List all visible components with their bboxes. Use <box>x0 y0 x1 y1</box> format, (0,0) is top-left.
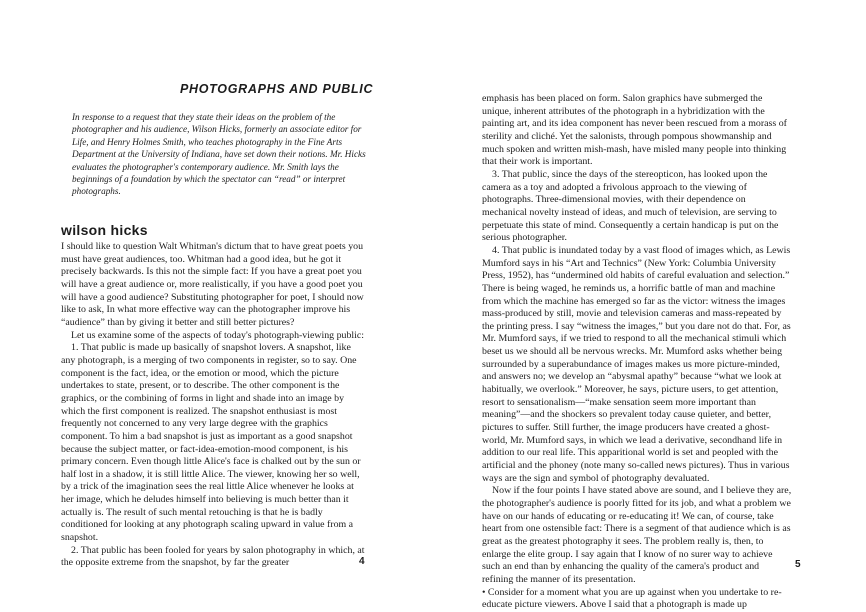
body-paragraph: Now if the four points I have stated above are sound, and I believe they are, the photographer's audience is poorly fitted for its job, and what a problem we have on our hands of educating or re-educating it! We can, of course, take heart from one ostensible fact: There is a segment of that audience which is as great as the greatest photography it sees. The problem really is, then, to enlarge the elite group. I say again that I know of no surer way to achieve such an end than by enhancing the quality of the camera's product and refining the manner of its presentation. <box>482 485 792 585</box>
right-page <box>433 0 866 611</box>
body-paragraph: emphasis has been placed on form. Salon graphics have submerged the unique, inherent attributes of the photograph in a hybridization with the painting art, and its idea component has never been rescued from a morass of sterility and cliché. Yet the salonists, through pompous showmanship and much spoken and written mish-mash, have misled many people into thinking that their work is important. <box>482 93 787 168</box>
left-page <box>0 0 433 600</box>
intro-paragraph: In response to a request that they state their ideas on the problem of the photographer and his audience, Wilson Hicks, formerly an associate editor for Life, and Henry Holmes Smith, who teaches photography in the Fine Arts Department at the University of Indiana, have set down their notions. Mr. Hicks evaluates the photographer's contemporary audience. Mr. Smith lays the beginnings of a foundation by which the spectator can “read” or interpret photographs. <box>72 112 366 197</box>
body-paragraph: • Consider for a moment what you are up against when you undertake to re-educate picture viewers. Above I said that a photograph is made up <box>482 586 782 611</box>
left-body-text <box>61 241 366 570</box>
body-paragraph: Let us examine some of the aspects of today's photograph-viewing public: <box>71 329 365 341</box>
body-paragraph: I should like to question Walt Whitman's dictum that to have great poets you must have great audiences, too. Whitman had a good idea, but he got it precisely backwards. Is this not the simple fact: If you have a great poet you will have a great audience or, more realistically, if you have a good poet you will have a good audience? Substituting photographer for poet, I should now like to ask, In what more effective way can the photographer improve his “audience” than by giving it better and still better pictures? <box>61 241 364 328</box>
body-paragraph: 1. That public is made up basically of snapshot lovers. A snapshot, like any photograph, is a merging of two components in register, so to say. One component is the fact, idea, or the emotion or mood, which the picture undertakes to state, present, or to describe. The other component is the graphics, or the combining of forms in light and shade into an image by which the first component is realized. The snapshot enthusiast is most frequently not concerned to any very large degree with the graphics component. To him a bad snapshot is just as important as a good snapshot because the subject matter, or fact-idea-emotion-mood component, is his primary concern. Even though little Alice's face is chalked out by the sun or half lost in a shadow, it is still little Alice. The viewer, knowing her so well, by a trick of the imagination sees the real little Alice whenever he looks at her image, which he deludes himself into believing is much better than it actually is. The result of such mental retouching is that he is badly conditioned for looking at any photograph scaling upward in value from a snapshot. <box>61 342 361 544</box>
page-number: 5 <box>795 559 801 570</box>
right-body-text <box>482 93 792 612</box>
body-paragraph: 4. That public is inundated today by a vast flood of images which, as Lewis Mumford says in his “Art and Technics” (New York: Columbia University Press, 1952), has “undermined old habits of careful evaluation and selection.” There is being waged, he reminds us, a horrific battle of man and machine from which the machine has emerged so far as the victor: witness the images mass-produced by still, movie and television cameras and mass-repeated by the printing press. I say “witness the images,” but you dare not do that. For, as Mr. Mumford says, if we tried to respond to all the mechanical stimuli which beset us we should all be nervous wrecks. Mr. Mumford asks whether being surrounded by a superabundance of images makes us more picture-minded, and answers no; we develop an “abysmal apathy” because “what we look at habitually, we overlook.” Moreover, he says, picture users, to get attention, resort to sensationalism—“make sensation seem more important than meaning”—and the shockers so prevalent today cause quieter, and better, pictures to suffer. Still further, the image producers have created a ghost-world, Mr. Mumford says, in which we lead a derivative, secondhand life in addition to our real life. This apparitional world is set and peopled with the artificial and the phoney (note many so-called news pictures). Thus in various ways are the sign and symbol of photography devaluated. <box>482 244 791 484</box>
body-paragraph: 2. That public has been fooled for years by salon photography in which, at the opposite extreme from the snapshot, by far the greater <box>61 544 365 569</box>
author-heading: wilson hicks <box>61 222 148 238</box>
body-paragraph: 3. That public, since the days of the stereopticon, has looked upon the camera as a toy and adopted a frivolous approach to the viewing of photographs. Three-dimensional movies, with their dependence on mechanical novelty instead of ideas, and much of television, are serving to perpetuate this state of mind. Consequently a certain handicap is put on the serious photographer. <box>482 168 779 244</box>
article-title: PHOTOGRAPHS AND PUBLIC <box>180 82 374 96</box>
page-number: 4 <box>359 556 365 567</box>
